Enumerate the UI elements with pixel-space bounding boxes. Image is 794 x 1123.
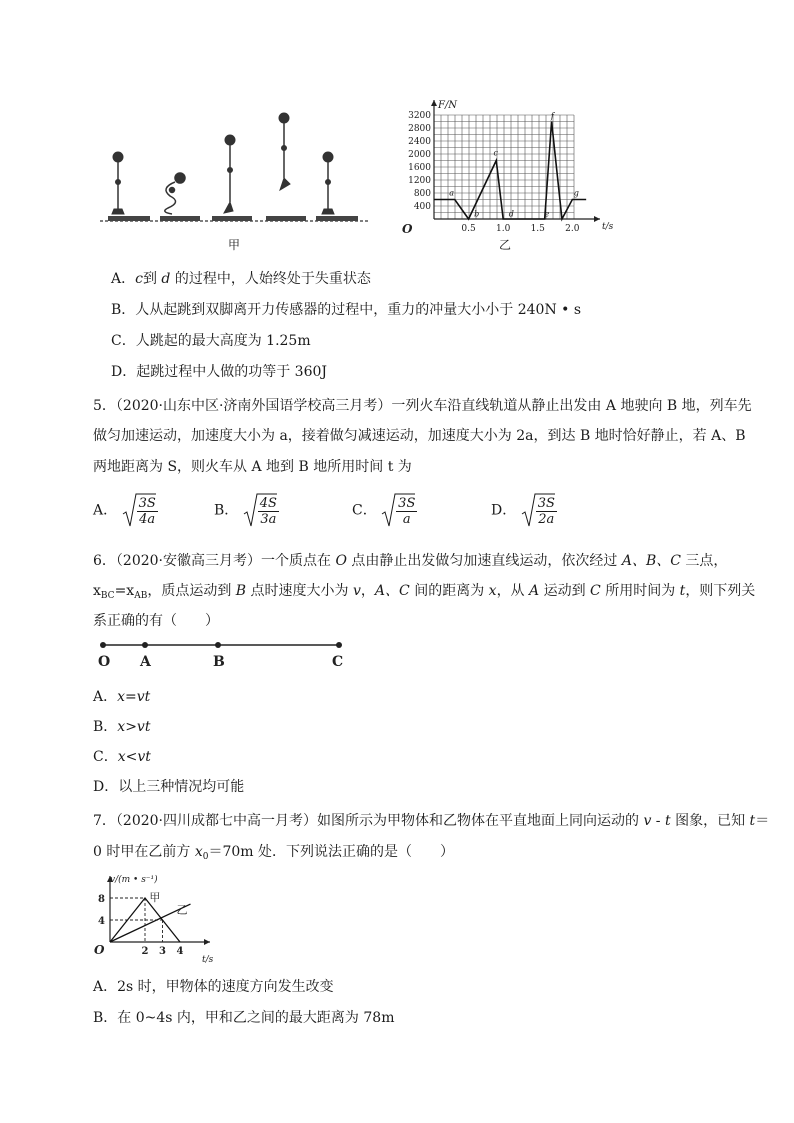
- figure-jia: [100, 110, 368, 250]
- y-tick-label: 8: [98, 894, 105, 905]
- sqrt-expression: $\frac{3S}{a}$: [381, 492, 417, 527]
- sqrt-expression: $\frac{4S}{3a}$: [243, 492, 279, 527]
- y-tick-label: 1200: [408, 176, 431, 186]
- jumper-crouch: [165, 173, 185, 214]
- point-o: [100, 642, 106, 648]
- label-o: O: [98, 654, 111, 670]
- y-tick-label: 1600: [408, 163, 431, 173]
- origin-label: O: [402, 222, 413, 236]
- x-axis-label: t/s: [202, 955, 214, 965]
- q5-stem-line3: 两地距离为 S，则火车从 A 地到 B 地所用时间 t 为: [93, 459, 412, 475]
- jumper-takeoff: [224, 135, 235, 213]
- x-tick-label: 2.0: [565, 224, 580, 234]
- q6-points-diagram: [96, 636, 346, 672]
- jumper-standing: [112, 152, 124, 214]
- point-a: [142, 642, 148, 648]
- y-axis-arrow: [431, 100, 437, 106]
- q7-option-b[interactable]: B．在 0~4s 内，甲和乙之间的最大距离为 78m: [93, 1010, 395, 1026]
- force-plate: [316, 216, 358, 221]
- q6-option-d[interactable]: D．以上三种情况均可能: [93, 779, 245, 795]
- q7-vt-chart: [92, 870, 222, 966]
- point-label-e: e: [544, 209, 550, 219]
- label-b: B: [213, 654, 225, 670]
- y-tick-label: 2000: [408, 150, 431, 160]
- y-tick-label: 400: [413, 202, 431, 212]
- point-label-g: g: [573, 188, 579, 198]
- y-axis-label: F/N: [438, 100, 458, 111]
- point-label-f: f: [550, 111, 554, 121]
- point-b: [215, 642, 221, 648]
- sqrt-expression: $\frac{3S}{2a}$: [521, 492, 557, 527]
- q6-stem-line2: $x_{BC}=x_{AB}$，质点运动到 B 点时速度大小为 v，A、C 间的距离为 x，从 A 运动到 C 所用时间为 t，则下列关: [93, 583, 756, 601]
- q5-stem-line2: 做匀加速运动，加速度大小为 a，接着做匀减速运动，加速度大小为 2a，到达 B 地时恰好静止，若 A、B: [93, 428, 746, 444]
- point-label-b: b: [474, 209, 480, 219]
- x-tick-label: 0.5: [461, 224, 476, 234]
- q5-option-a[interactable]: A． $\frac{3S}{4a}$: [93, 492, 158, 527]
- y-tick-label: 800: [413, 189, 431, 199]
- q5-option-c[interactable]: C． $\frac{3S}{a}$: [352, 492, 417, 527]
- q7-option-a[interactable]: A．2s 时，甲物体的速度方向发生改变: [93, 979, 334, 995]
- force-curve: [434, 122, 586, 220]
- q6-option-c[interactable]: C．x<vt: [93, 749, 151, 765]
- q7-stem-line1: 7．（2020·四川成都七中高一月考）如图所示为甲物体和乙物体在平直地面上同向运动的 v - t 图象，已知 t＝: [93, 813, 770, 829]
- point-c: [336, 642, 342, 648]
- label-a: A: [140, 654, 151, 670]
- force-plate: [266, 216, 306, 221]
- series-label-jia: 甲: [149, 890, 161, 904]
- force-plate: [212, 216, 252, 221]
- q6-option-a[interactable]: A．x=vt: [93, 689, 151, 705]
- q4-option-b[interactable]: B．人从起跳到双脚离开力传感器的过程中，重力的冲量大小小于 240N • s: [111, 302, 582, 318]
- q5-stem-line1: 5．（2020·山东中区·济南外国语学校高三月考）一列火车沿直线轨道从静止出发由 A 地驶向 B 地，列车先: [93, 398, 752, 414]
- y-tick-label: 2800: [408, 124, 431, 134]
- sqrt-expression: $\frac{3S}{4a}$: [122, 492, 158, 527]
- y-tick-label: 2400: [408, 137, 431, 147]
- origin-label: O: [94, 943, 105, 957]
- jumper-landing: [322, 152, 334, 214]
- figure-yi-caption: 乙: [499, 238, 512, 252]
- q5-option-b[interactable]: B． $\frac{4S}{3a}$: [214, 492, 279, 527]
- point-label-a: a: [449, 188, 454, 198]
- x-tick-label: 2: [141, 946, 149, 957]
- figure-yi-chart: [376, 98, 614, 240]
- q6-stem-line1: 6．（2020·安徽高三月考）一个质点在 O 点由静止出发做匀加速直线运动，依次经过 A、B、C 三点，: [93, 553, 728, 569]
- series-label-yi: 乙: [176, 903, 188, 917]
- q4-option-d[interactable]: D．起跳过程中人做的功等于 360J: [111, 364, 328, 380]
- x-axis-arrow: [594, 216, 600, 222]
- q6-option-b[interactable]: B．x>vt: [93, 719, 151, 735]
- q4-option-c[interactable]: C．人跳起的最大高度为 1.25m: [111, 333, 311, 349]
- jumper-airborne: [279, 113, 290, 190]
- q7-stem-line2: 0 时甲在乙前方 $x_0=70m$ 处．下列说法正确的是（ ）: [93, 844, 454, 862]
- y-tick-label: 3200: [408, 111, 431, 121]
- q5-option-d[interactable]: D． $\frac{3S}{2a}$: [491, 492, 557, 527]
- x-axis-label: t/s: [602, 222, 614, 232]
- x-tick-label: 3: [159, 946, 166, 957]
- x-tick-label: 1.0: [496, 224, 511, 234]
- force-plate: [160, 216, 200, 221]
- q4-option-a[interactable]: A．c到 d 的过程中，人始终处于失重状态: [111, 271, 371, 287]
- x-axis-arrow: [204, 939, 210, 945]
- point-label-c: c: [493, 148, 498, 158]
- x-tick-label: 1.5: [530, 224, 545, 234]
- label-c: C: [332, 654, 344, 670]
- y-tick-label: 4: [98, 916, 105, 927]
- y-axis-label: v/(m • s⁻¹): [110, 875, 158, 885]
- x-tick-label: 4: [176, 946, 184, 957]
- figure-jia-caption: 甲: [228, 238, 241, 252]
- q6-stem-line3: 系正确的有（ ）: [93, 613, 219, 629]
- point-label-d: d: [508, 209, 514, 219]
- force-plate: [108, 216, 150, 221]
